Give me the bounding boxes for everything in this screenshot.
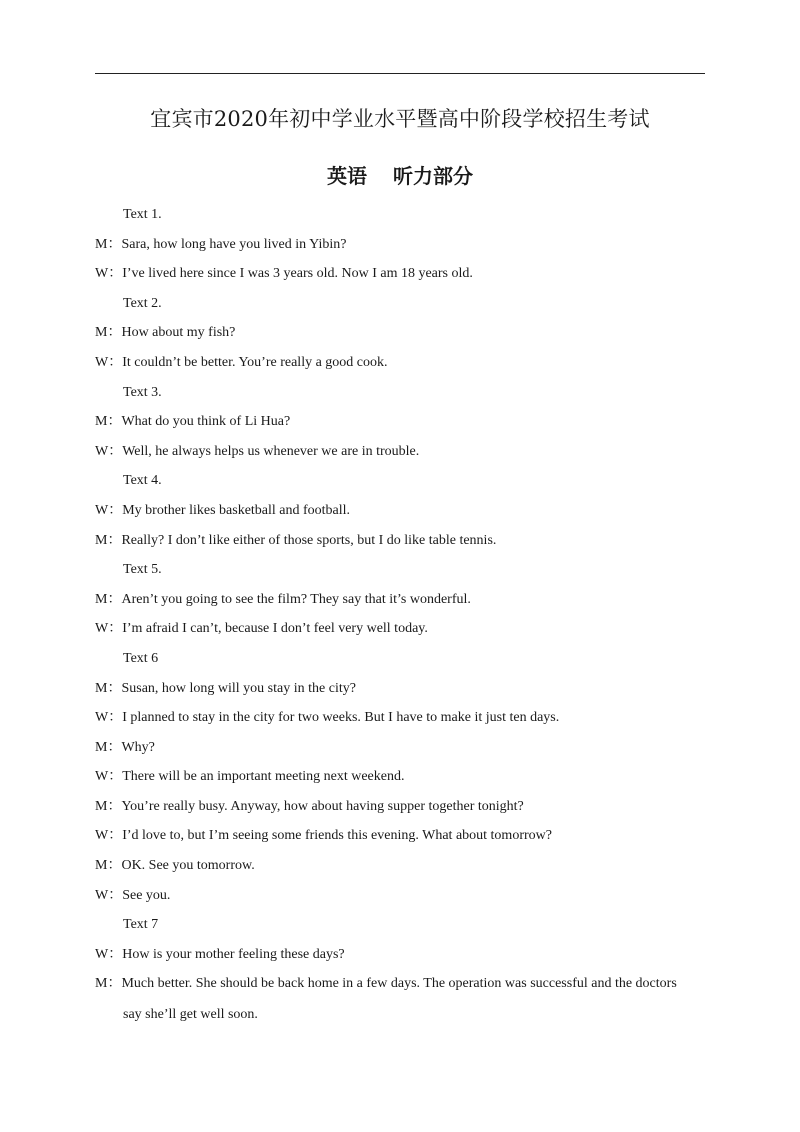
dialogue-line [95, 797, 715, 827]
section-subtitle [0, 160, 800, 189]
dialogue-text: Much better. She should be back home in a few days. The operation was successful and the doctors [121, 976, 677, 992]
dialogue-text: What do you think of Li Hua? [121, 414, 291, 430]
dialogue-text: Really? I don’t like either of those sports, but I do like table tennis. [121, 532, 497, 548]
speaker-label: W： [95, 621, 123, 637]
speaker-label: M： [95, 976, 122, 992]
dialogue-text: I’ve lived here since I was 3 years old. Now I am 18 years old. [122, 266, 473, 282]
text-heading: Text 6 [123, 650, 159, 666]
speaker-label: W： [95, 266, 123, 282]
dialogue-line [95, 679, 715, 709]
dialogue-line [95, 323, 715, 353]
dialogue-line [95, 412, 715, 442]
speaker-label: W： [95, 769, 123, 785]
speaker-label: W： [95, 887, 123, 903]
speaker-label: M： [95, 236, 122, 252]
speaker-label: W： [95, 443, 123, 459]
speaker-label: W： [95, 502, 123, 518]
dialogue-line [95, 501, 715, 531]
dialogue-text: You’re really busy. Anyway, how about having supper together tonight? [121, 798, 524, 814]
dialogue-text: OK. See you tomorrow. [121, 858, 255, 874]
dialogue-text: Sara, how long have you lived in Yibin? [121, 236, 347, 252]
exam-title: 宜宾市2020年初中学业水平暨高中阶段学校招生考试 [150, 107, 650, 131]
dialogue-text: How is your mother feeling these days? [122, 946, 345, 962]
dialogue-line [95, 590, 715, 620]
speaker-label: M： [95, 858, 122, 874]
dialogue-text: I’m afraid I can’t, because I don’t feel very well today. [122, 621, 428, 637]
speaker-label: M： [95, 680, 122, 696]
text-heading: Text 4. [123, 473, 162, 489]
dialogue-text: See you. [122, 887, 171, 903]
dialogue-line [95, 974, 715, 1005]
speaker-label: M： [95, 325, 122, 341]
dialogue-line [95, 738, 715, 768]
speaker-label: W： [95, 946, 123, 962]
dialogue-text: Susan, how long will you stay in the city? [121, 680, 356, 696]
speaker-label: W： [95, 354, 123, 370]
text-heading: Text 5. [123, 562, 162, 578]
speaker-label: W： [95, 828, 123, 844]
dialogue-text: How about my fish? [121, 325, 236, 341]
speaker-label: M： [95, 532, 122, 548]
dialogue-line [95, 767, 715, 797]
dialogue-line [95, 619, 715, 649]
dialogue-line [95, 945, 715, 975]
dialogue-line [95, 264, 715, 294]
text-heading: Text 2. [123, 295, 162, 311]
text-heading: Text 1. [123, 207, 162, 222]
dialogue-line [95, 886, 715, 916]
dialogue-line [95, 708, 715, 738]
dialogue-text: Why? [121, 739, 155, 755]
speaker-label: M： [95, 591, 122, 607]
speaker-label: W： [95, 710, 123, 726]
dialogue-line [95, 826, 715, 856]
section-label: 听力部分 [393, 164, 473, 188]
dialogue-line [95, 531, 715, 561]
dialogue-text: I’d love to, but I’m seeing some friends this evening. What about tomorrow? [122, 828, 552, 844]
dialogue-text: Aren’t you going to see the film? They say that it’s wonderful. [121, 591, 471, 607]
header-rule [95, 73, 705, 74]
speaker-label: M： [95, 798, 122, 814]
transcript [95, 205, 715, 1035]
dialogue-text: There will be an important meeting next weekend. [122, 769, 405, 785]
dialogue-continuation: say she’ll get well soon. [123, 1007, 258, 1023]
text-heading: Text 7 [123, 917, 159, 933]
text-heading: Text 3. [123, 384, 162, 400]
dialogue-text: Well, he always helps us whenever we are in trouble. [122, 443, 420, 459]
subject-label: 英语 [327, 164, 367, 188]
dialogue-text: I planned to stay in the city for two weeks. But I have to make it just ten days. [122, 710, 560, 726]
dialogue-line [95, 353, 715, 383]
dialogue-line [95, 856, 715, 886]
dialogue-line [95, 442, 715, 472]
speaker-label: M： [95, 739, 122, 755]
dialogue-line [95, 235, 715, 265]
speaker-label: M： [95, 414, 122, 430]
dialogue-text: It couldn’t be better. You’re really a good cook. [122, 354, 388, 370]
dialogue-text: My brother likes basketball and football. [122, 502, 351, 518]
